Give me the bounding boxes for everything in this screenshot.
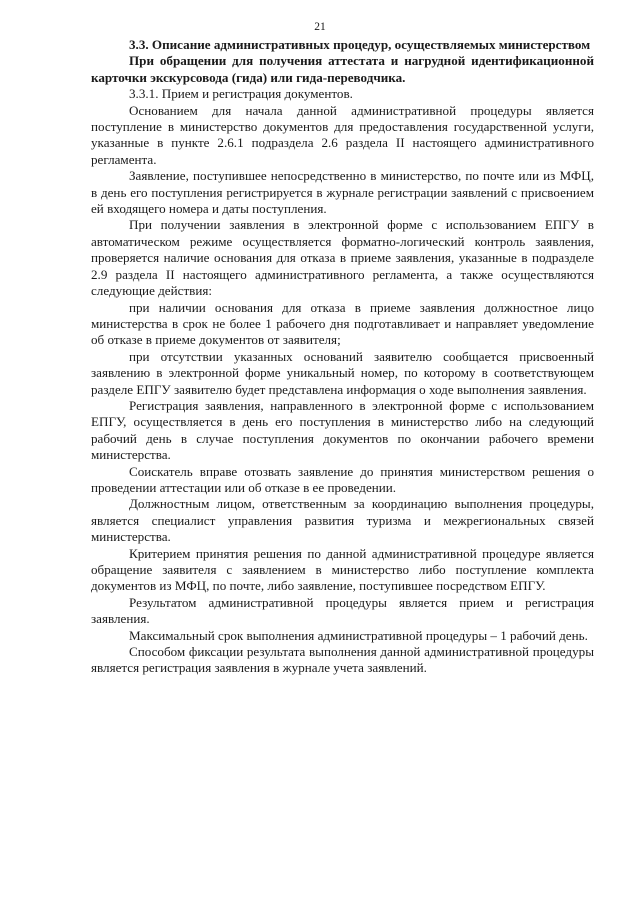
paragraph: при отсутствии указанных оснований заявителю сообщается присвоенный заявлению в электронной форме уникальный номер, по которому в соответствующем разделе ЕПГУ заявителю будет представлена информация о ходе выполнения заявления. bbox=[91, 348, 594, 397]
paragraph: Максимальный срок выполнения административной процедуры – 1 рабочий день. bbox=[129, 627, 588, 643]
paragraph: Основанием для начала данной административной процедуры является поступление в министерство документов для предоставления государственной услуги, указанные в пункте 2.6.1 подраздела 2.6 раздела II настоящего административного регламента. bbox=[91, 102, 594, 167]
page-number: 21 bbox=[314, 21, 326, 33]
paragraph: 3.3.1. Прием и регистрация документов. bbox=[129, 86, 353, 102]
subheading: При обращении для получения аттестата и нагрудной идентификационной карточки экскурсовода (гида) или гида-переводчика. bbox=[91, 53, 594, 85]
paragraph: Заявление, поступившее непосредственно в министерство, по почте или из МФЦ, в день его поступления регистрируется в журнале регистрации заявлений с присвоением ей входящего номера и даты поступления. bbox=[91, 168, 594, 217]
paragraph: Способом фиксации результата выполнения данной административной процедуры является регистрация заявления в журнале учета заявлений. bbox=[91, 644, 594, 676]
paragraph: Регистрация заявления, направленного в электронной форме с использованием ЕПГУ, осуществляется в день его поступления в министерство либо на следующий рабочий день в случае поступления документов по окончании рабочего времени министерства. bbox=[91, 397, 594, 463]
section-heading: 3.3. Описание административных процедур, осуществляемых министерством bbox=[129, 37, 591, 52]
paragraph: при наличии основания для отказа в приеме заявления должностное лицо министерства в срок не более 1 рабочего дня подготавливает и направляет уведомление об отказе в приеме документов от заявителя; bbox=[91, 299, 594, 348]
paragraph: Результатом административной процедуры является прием и регистрация заявления. bbox=[91, 594, 594, 627]
paragraph: При получении заявления в электронной форме с использованием ЕПГУ в автоматическом режиме осуществляется форматно-логический контроль заявления, проверяется наличие основания для отказа в приеме заявления, указанные в подразделе 2.9 раздела II настоящего административного регламента, а также осуществляются следующие действия: bbox=[91, 217, 594, 299]
paragraph: Должностным лицом, ответственным за координацию выполнения процедуры, является специалист управления развития туризма и межрегиональных связей министерства. bbox=[91, 496, 594, 545]
paragraph: Соискатель вправе отозвать заявление до принятия министерством решения о проведении аттестации или об отказе в ее проведении. bbox=[91, 463, 594, 495]
document-body bbox=[91, 37, 594, 677]
paragraph: Критерием принятия решения по данной административной процедуре является обращение заявителя с заявлением в министерство либо поступление комплекта документов из МФЦ, по почте, либо заявление, поступившее посредством ЕПГУ. bbox=[91, 545, 594, 594]
